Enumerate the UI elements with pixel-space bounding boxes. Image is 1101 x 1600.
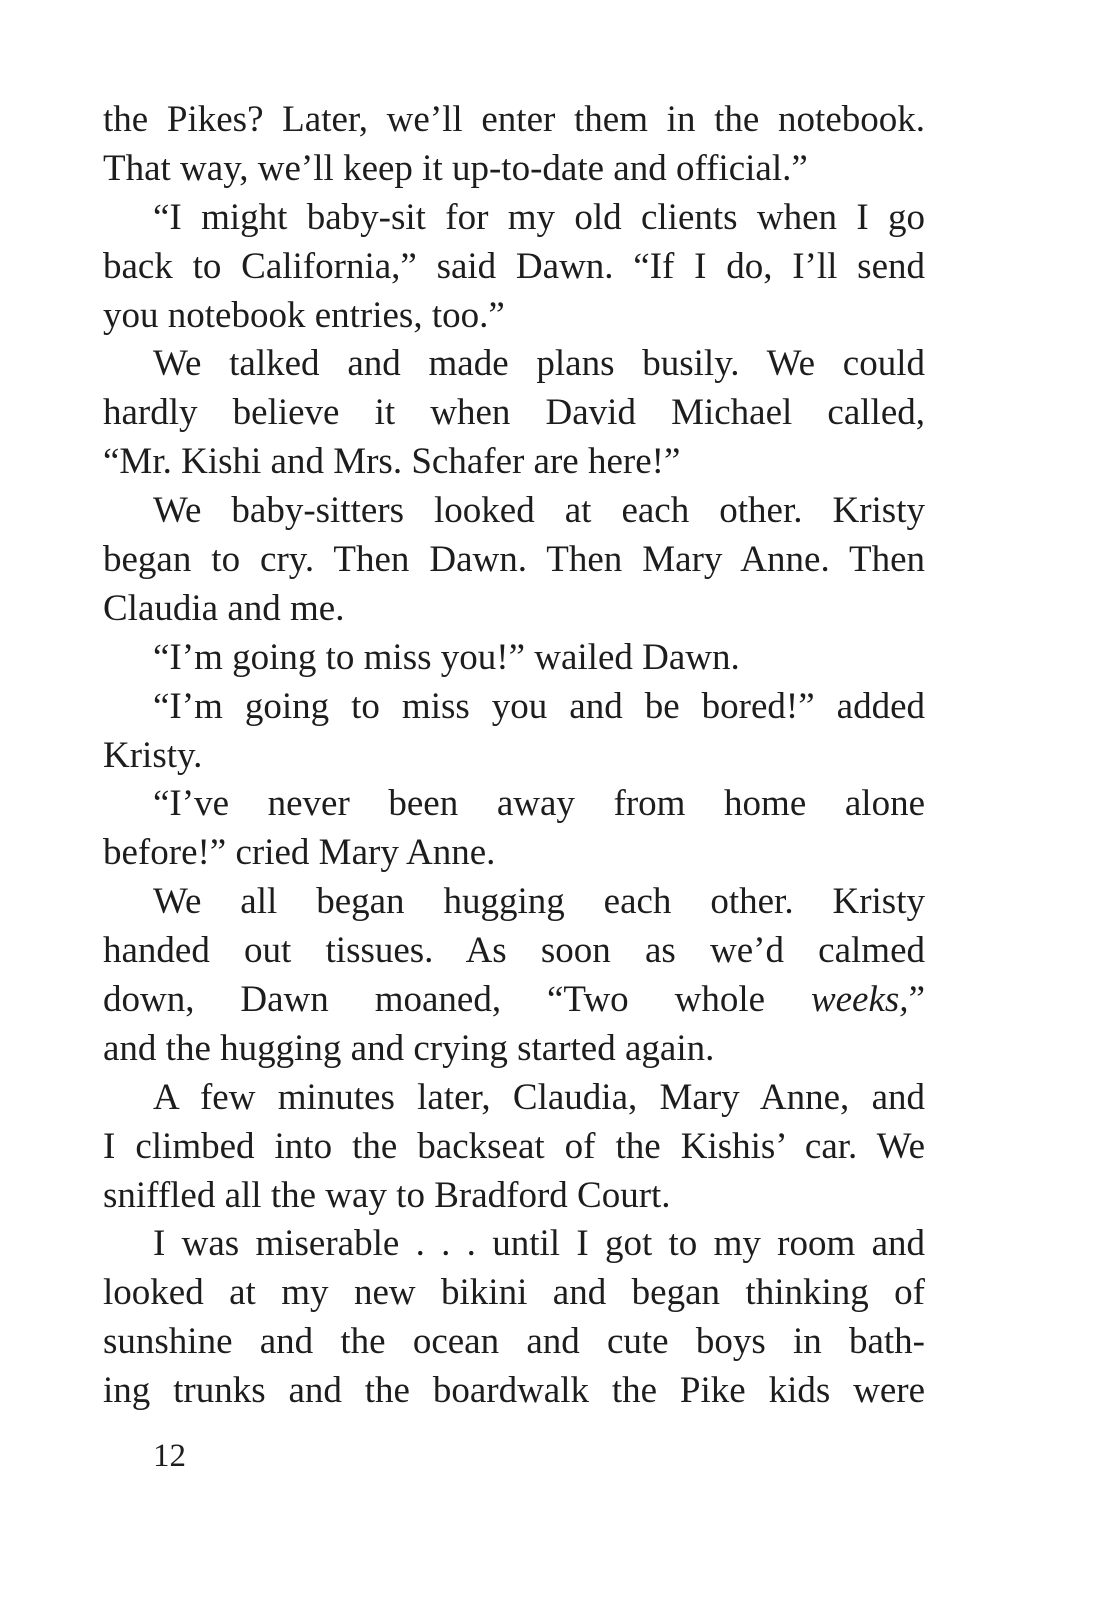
text-line: before!” cried Mary Anne. [103,832,496,874]
text-line: That way, we’ll keep it up-to-date and official.” [103,147,808,189]
text-line: Claudia and me. [103,587,345,629]
text-line: “Mr. Kishi and Mrs. Schafer are here!” [103,441,681,483]
text-line: I was miserable . . . until I got to my room and [153,1223,925,1265]
text-line: “I might baby-sit for my old clients when I go [153,196,925,238]
text-line: “I’ve never been away from home alone [153,783,925,825]
text-line: sniffled all the way to Bradford Court. [103,1174,671,1216]
page-body [103,96,925,1416]
text-line: sunshine and the ocean and cute boys in bath- [103,1321,925,1363]
text-line: We baby-sitters looked at each other. Kristy [153,490,925,532]
text-line: I climbed into the backseat of the Kishis’ car. We [103,1125,925,1167]
text-segment: ” [908,979,925,1021]
text-line: Kristy. [103,734,203,776]
text-line: A few minutes later, Claudia, Mary Anne, and [153,1076,925,1118]
text-line: and the hugging and crying started again. [103,1027,715,1069]
text-line [103,976,925,1025]
text-segment: down, Dawn moaned, “Two whole [103,979,766,1021]
page-number: 12 [153,1438,186,1474]
text-line: began to cry. Then Dawn. Then Mary Anne. Then [103,539,925,581]
text-line: handed out tissues. As soon as we’d calmed [103,930,925,972]
text-line: the Pikes? Later, we’ll enter them in the notebook. [103,99,925,140]
text-line: looked at my new bikini and began thinking of [103,1272,925,1314]
text-line: We all began hugging each other. Kristy [153,881,925,923]
text-line: “I’m going to miss you and be bored!” added [153,685,925,727]
text-line: We talked and made plans busily. We could [153,343,925,385]
text-line: hardly believe it when David Michael called, [103,392,925,434]
text-line: back to California,” said Dawn. “If I do, I’ll send [103,245,925,287]
text-line: ing trunks and the boardwalk the Pike kids were [103,1370,925,1412]
text-line: you notebook entries, too.” [103,294,505,336]
text-line: “I’m going to miss you!” wailed Dawn. [153,636,740,678]
emphasis-text: weeks, [810,979,909,1021]
